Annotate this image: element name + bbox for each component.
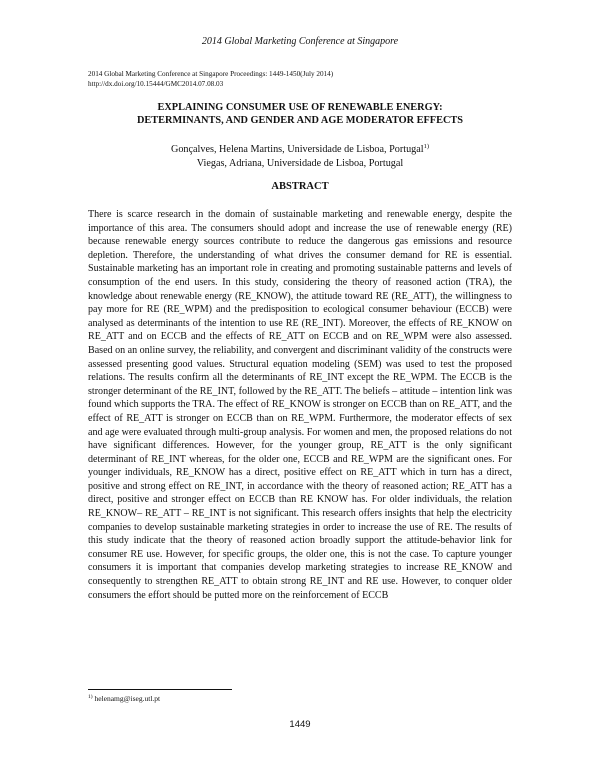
publication-meta — [88, 70, 333, 89]
footnote-marker: 1) — [423, 143, 430, 150]
title-line-1: EXPLAINING CONSUMER USE OF RENEWABLE ENERGY: — [157, 102, 443, 113]
paper-title — [60, 101, 540, 127]
page-number: 1449 — [289, 719, 311, 730]
author-line-2: Viegas, Adriana, Universidade de Lisboa, Portugal — [196, 158, 404, 169]
title-line-2: DETERMINANTS, AND GENDER AND AGE MODERATOR EFFECTS — [136, 115, 463, 126]
abstract-heading: ABSTRACT — [271, 181, 329, 192]
running-head: 2014 Global Marketing Conference at Singapore — [201, 36, 399, 47]
author-1-affiliation: Gonçalves, Helena Martins, Universidade de Lisboa, Portugal — [170, 144, 424, 155]
doi-link[interactable]: http://dx.doi.org/10.15444/GMC2014.07.08.03 — [88, 79, 224, 88]
abstract-body: There is scarce research in the domain of sustainable marketing and renewable energy, despite the importance of this area. The consumers should adopt and increase the use of renewable energy (RE) because renewable energy sources contribute to reduce the dangerous gas emissions and resource depletion. Therefore, the understanding of what drives the consumer demand for RE is essential. Sustainable marketing has an important role in creating and promoting sustainable patterns and levels of consumption of the end users. In this study, considering the theory of reasoned action (TRA), the knowledge about renewable energy (RE_KNOW), the attitude toward RE (RE_ATT), the willingness to pay more for RE (RE_WPM) and the predisposition to ecological consumer behaviour (ECCB) were analysed as determinants of the intention to use RE (RE_INT). Moreover, the effects of RE_KNOW on RE_ATT and on ECCB and the effects of RE_ATT on ECCB and on RE_WPM were also assessed. Based on an online survey, the reliability, and convergent and discriminant validity of the constructs were assessed presenting good values. Structural equation modeling (SEM) was used to test the proposed relations. The results confirm all the determinants of RE_INT except the RE_WPM. The ECCB is the stronger determinant of the RE_INT, followed by the RE_ATT. The beliefs – attitude – intention link was found which supports the TRA. The effect of RE_KNOW is stronger on ECCB than on RE_ATT, and the effect of RE_ATT is stronger on ECCB than on RE_WPM. Furthermore, the moderator effects of sex and age were evaluated through multi-group analysis. For women and men, the proposed relations do not have significant differences. However, for the younger group, RE_ATT is the only significant determinant of RE_INT whereas, for the older one, ECCB and RE_WPM are the significant ones. For younger individuals, RE_KNOW has a direct, positive effect on RE_ATT which in turn has a direct, positive and strong effect on RE_INT, in accordance with the theory of reasoned action; RE_ATT has a direct, positive and stronger effect on ECCB than RE KNOW has. For older individuals, the relation RE_KNOW– RE_ATT – RE_INT is not significant. This research offers insights that help the electricity companies to develop sustainable marketing strategies in order to increase the use of RE. The results of this study indicate that the theory of reasoned action broadly support the attitude-behavior link for consumer RE use. However, for specific groups, the older one, this is not the case. To capture younger consumers it is important that companies develop marketing strategies to increase RE_KNOW and consequently to strengthen RE_ATT to obtain strong RE_INT and RE use. However, to conquer older consumers the effort should be putted more on the reinforcement of ECCB — [88, 209, 512, 601]
footnote-email: helenamg@iseg.utl.pt — [92, 694, 161, 703]
footnote — [88, 694, 160, 703]
proceedings-citation: 2014 Global Marketing Conference at Singapore Proceedings: 1449-1450(July 2014) — [88, 70, 334, 78]
footnote-divider — [88, 689, 232, 690]
author-block — [60, 143, 540, 171]
footnote-number: 1) — [88, 694, 93, 700]
author-line-1 — [60, 143, 540, 157]
